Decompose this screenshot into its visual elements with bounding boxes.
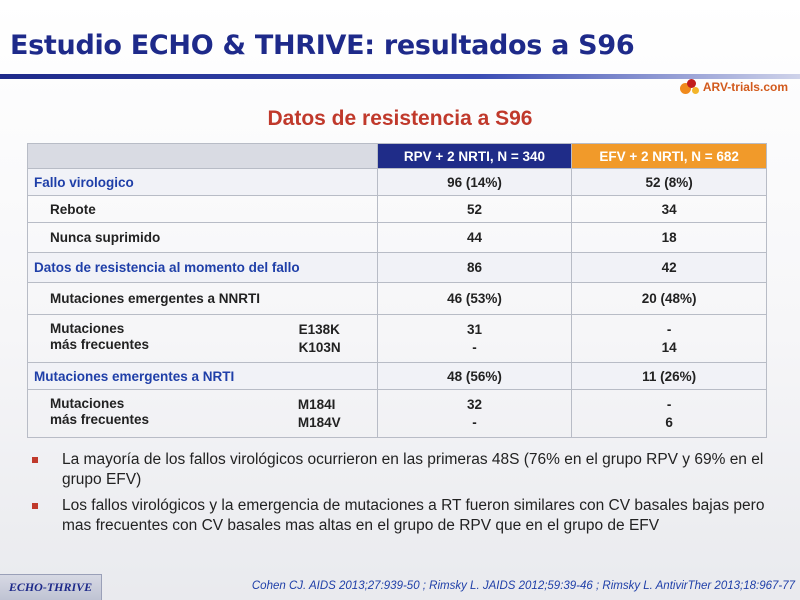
table-title: Datos de resistencia a S96 [267,107,533,130]
rpv-value: 96 (14%) [377,169,572,196]
table-header-row [28,144,767,169]
rpv-value: 44 [377,223,572,253]
efv-value: 52 (8%) [572,169,767,196]
resistance-table [27,143,767,438]
bullet-list [32,450,787,542]
row-label: Mutaciones emergentes a NRTI [28,363,378,390]
rpv-value: 52 [377,196,572,223]
rpv-value: 31 [466,321,482,337]
rpv-value: - [472,414,477,430]
table-row [28,196,767,223]
row-label: Mutaciones [50,320,125,336]
row-label-2: más frecuentes [50,336,150,352]
efv-value: 34 [572,196,767,223]
bullet-square-icon [32,503,38,509]
row-label-2: más frecuentes [50,411,150,427]
bullet-square-icon [32,457,38,463]
mutation-name: M184V [297,414,341,430]
efv-value: 14 [661,339,677,355]
efv-value: 20 (48%) [572,283,767,315]
efv-value: 18 [572,223,767,253]
table-row [28,315,767,363]
table-row [28,390,767,438]
rpv-value: 86 [377,253,572,283]
efv-value: 11 (26%) [572,363,767,390]
logo-text: ARV-trials.com [702,80,788,94]
header-blank-cell [28,144,378,169]
row-label: Datos de resistencia al momento del fallo [28,253,378,283]
row-label: Nunca suprimido [28,223,378,253]
mutation-name: E138K [298,321,340,337]
arv-trials-logo [680,78,788,96]
rpv-value: 48 (56%) [377,363,572,390]
table-row [28,363,767,390]
rpv-value: 32 [466,396,482,412]
slide-title: Estudio ECHO & THRIVE: resultados a S96 [10,30,635,61]
bullet-item [32,450,787,490]
header-rpv: RPV + 2 NRTI, N = 340 [377,144,572,169]
study-tag: ECHO-THRIVE [0,574,102,600]
efv-value-cell [572,315,767,363]
references: Cohen CJ. AIDS 2013;27:939-50 ; Rimsky L. JAIDS 2012;59:39-46 ; Rimsky L. AntivirTher 2013;18:967-77 [251,580,795,592]
rpv-value: 46 (53%) [377,283,572,315]
table-row [28,169,767,196]
efv-value: - [666,396,672,412]
bullet-item [32,496,787,536]
mutation-name: K103N [298,339,341,355]
efv-value: - [666,321,672,337]
bullet-text: Los fallos virológicos y la emergencia de mutaciones a RT fueron similares con CV basales bajas pero mas frecuentes con CV basales mas altas en el grupo de RPV que en el grupo de EFV [62,497,765,534]
row-label: Rebote [28,196,378,223]
table-row [28,283,767,315]
mutation-label-cell [28,315,378,363]
mutation-name: M184I [297,396,336,412]
row-label: Mutaciones [50,395,125,411]
rpv-value: - [472,339,477,355]
row-label: Fallo virologico [28,169,378,196]
rpv-value-cell [377,315,572,363]
efv-value: 6 [665,414,673,430]
logo-dots-icon [680,78,700,96]
table-row [28,223,767,253]
table-row [28,253,767,283]
bullet-text: La mayoría de los fallos virológicos ocurrieron en las primeras 48S (76% en el grupo RPV y 69% en el grupo EFV) [62,451,764,488]
mutation-label-cell [28,390,378,438]
rpv-value-cell [377,390,572,438]
header-efv: EFV + 2 NRTI, N = 682 [572,144,767,169]
efv-value-cell [572,390,767,438]
row-label: Mutaciones emergentes a NNRTI [28,283,378,315]
efv-value: 42 [572,253,767,283]
